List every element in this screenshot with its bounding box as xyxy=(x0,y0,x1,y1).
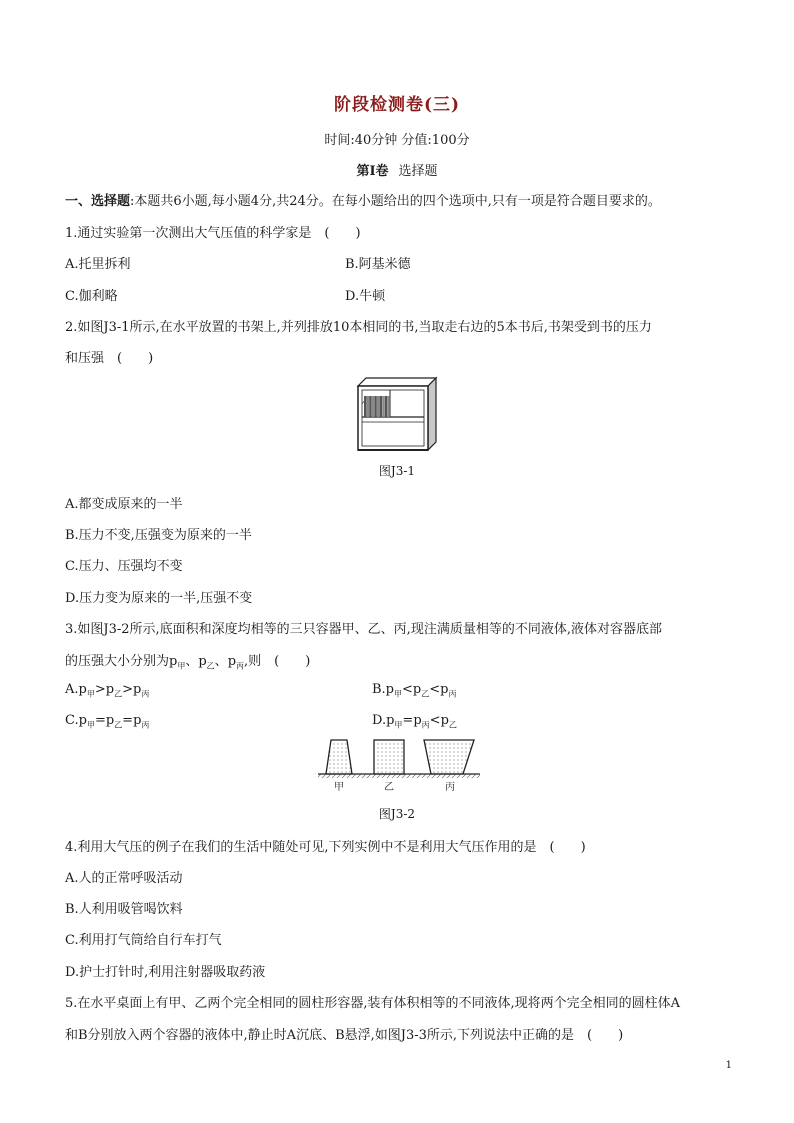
part-name: 选择题 xyxy=(398,164,438,179)
question-1-option-c: C.伽利略 xyxy=(65,289,118,304)
section-instructions xyxy=(65,190,661,209)
question-4-option-d: D.护士打针时,利用注射器吸取药液 xyxy=(65,965,266,980)
question-4-option-c: C.利用打气筒给自行车打气 xyxy=(65,933,222,948)
question-3-option-b: $B.p_甲<p_乙<p_丙$ xyxy=(372,682,457,699)
container-label-bing: 丙 xyxy=(445,782,455,793)
containers-figure xyxy=(316,734,482,794)
section-text: :本题共6小题,每小题4分,共24分。在每小题给出的四个选项中,只有一项是符合题目要求的。 xyxy=(130,194,661,209)
section-heading: 一、选择题 xyxy=(65,194,131,209)
page-number: 1 xyxy=(725,1060,732,1071)
question-5-stem-line1: 5.在水平桌面上有甲、乙两个完全相同的圆柱形容器,装有体积相等的不同液体,现将两个完全相同的圆柱体A xyxy=(65,996,681,1011)
container-jia xyxy=(326,740,352,774)
part-heading xyxy=(0,160,794,179)
exam-info: 时间:40分钟 分值:100分 xyxy=(324,133,470,148)
question-2-stem-line2: 和压强 ( ) xyxy=(65,351,154,366)
question-2-stem-line1: 2.如图J3-1所示,在水平放置的书架上,并列排放10本相同的书,当取走右边的5本书后,书架受到书的压力 xyxy=(65,320,652,335)
question-2-option-c: C.压力、压强均不变 xyxy=(65,559,183,574)
question-3-option-d: $D.p_甲=p_丙<p_乙$ xyxy=(372,713,457,730)
question-1-option-a: A.托里拆利 xyxy=(65,257,131,272)
container-yi xyxy=(374,740,404,774)
part-label: 第Ⅰ卷 xyxy=(356,164,389,179)
figure-j3-1-caption: 图J3-1 xyxy=(378,464,416,478)
question-2-option-a: A.都变成原来的一半 xyxy=(65,497,183,512)
figure-j3-2-caption: 图J3-2 xyxy=(378,807,416,821)
question-1-option-b: B.阿基米德 xyxy=(345,257,411,272)
container-label-yi: 乙 xyxy=(384,782,394,793)
question-1-option-d: D.牛顿 xyxy=(345,289,386,304)
question-3-option-a: $A.p_甲>p_乙>p_丙$ xyxy=(65,682,150,699)
question-4-option-a: A.人的正常呼吸活动 xyxy=(65,871,183,886)
question-3-stem-line1: 3.如图J3-2所示,底面积和深度均相等的三只容器甲、乙、丙,现注满质量相等的不同液体,液体对容器底部 xyxy=(65,622,662,637)
container-label-jia: 甲 xyxy=(334,782,344,793)
question-5-stem-line2: 和B分别放入两个容器的液体中,静止时A沉底、B悬浮,如图J3-3所示,下列说法中正确的是 ( ) xyxy=(65,1028,624,1043)
page-title: 阶段检测卷(三) xyxy=(333,95,461,115)
question-2-option-b: B.压力不变,压强变为原来的一半 xyxy=(65,528,252,543)
question-1-stem: 1.通过实验第一次测出大气压值的科学家是 ( ) xyxy=(65,226,361,241)
question-2-option-d: D.压力变为原来的一半,压强不变 xyxy=(65,591,253,606)
question-4-option-b: B.人利用吸管喝饮料 xyxy=(65,902,183,917)
container-bing xyxy=(424,740,474,774)
bookshelf-figure xyxy=(356,376,438,452)
question-3-option-c: $C.p_甲=p_乙=p_丙$ xyxy=(65,713,150,730)
question-3-stem-line2: 的压强大小分别为$p_甲$、$p_乙$、$p_丙$,则 ( ) xyxy=(65,654,311,671)
question-4-stem: 4.利用大气压的例子在我们的生活中随处可见,下列实例中不是利用大气压作用的是 ( ) xyxy=(65,840,586,855)
